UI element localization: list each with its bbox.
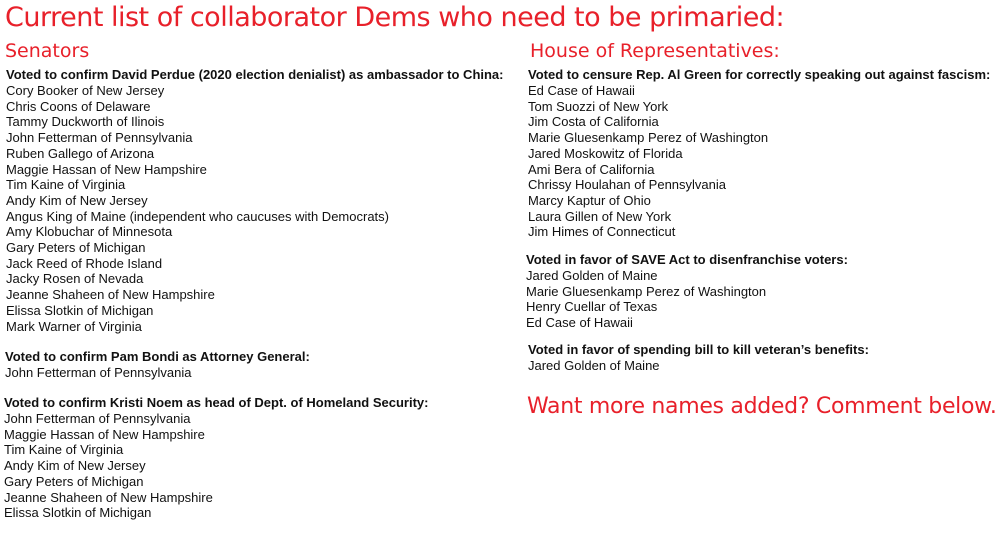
list-item: Chris Coons of Delaware [6, 98, 151, 114]
list-item: Mark Warner of Virginia [6, 318, 142, 334]
name-list [528, 83, 990, 240]
list-item: Marie Gluesenkamp Perez of Washington [528, 130, 769, 146]
list-item: Gary Peters of Michigan [4, 473, 144, 489]
list-item: Jim Himes of Connecticut [528, 224, 676, 240]
senate-section-bondi [5, 349, 310, 381]
section-heading: Voted to confirm David Perdue (2020 election denialist) as ambassador to China: [6, 67, 504, 82]
list-item: Jared Golden of Maine [526, 268, 658, 283]
list-item: Tom Suozzi of New York [528, 98, 669, 114]
list-item: Jared Golden of Maine [528, 358, 660, 373]
list-item: Angus King of Maine (independent who caucuses with Democrats) [6, 208, 389, 224]
section-heading: Voted to confirm Kristi Noem as head of Dept. of Homeland Security: [4, 395, 429, 410]
name-list [4, 411, 428, 521]
senate-section-noem [4, 395, 428, 521]
house-section-save-act [526, 252, 848, 331]
senate-section-perdue [6, 67, 504, 334]
list-item: Jim Costa of California [528, 114, 659, 130]
name-list [5, 365, 310, 381]
section-heading: Voted in favor of SAVE Act to disenfranchise voters: [526, 252, 848, 267]
name-list [526, 268, 848, 331]
list-item: John Fetterman of Pennsylvania [5, 365, 192, 380]
list-item: Andy Kim of New Jersey [4, 458, 146, 474]
list-item: John Fetterman of Pennsylvania [6, 130, 193, 146]
list-item: Jacky Rosen of Nevada [6, 271, 144, 287]
name-list [6, 83, 504, 334]
list-item: Elissa Slotkin of Michigan [6, 302, 154, 318]
list-item: Maggie Hassan of New Hampshire [6, 161, 207, 177]
call-to-action: Want more names added? Comment below. [527, 394, 997, 419]
list-item: John Fetterman of Pennsylvania [4, 411, 191, 426]
list-item: Laura Gillen of New York [528, 208, 672, 224]
section-heading: Voted to censure Rep. Al Green for correctly speaking out against fascism: [528, 67, 991, 82]
list-item: Maggie Hassan of New Hampshire [4, 426, 205, 442]
list-item: Jeanne Shaheen of New Hampshire [6, 287, 215, 303]
house-heading: House of Representatives: [530, 40, 780, 62]
section-heading: Voted in favor of spending bill to kill veteran’s benefits: [528, 342, 869, 357]
name-list [528, 358, 869, 374]
list-item: Ruben Gallego of Arizona [6, 145, 155, 161]
list-item: Marie Gluesenkamp Perez of Washington [526, 283, 767, 299]
list-item: Tammy Duckworth of Ilinois [6, 114, 165, 130]
list-item: Ami Bera of California [528, 161, 655, 177]
list-item: Cory Booker of New Jersey [6, 83, 165, 98]
list-item: Ed Case of Hawaii [528, 83, 635, 98]
list-item: Amy Klobuchar of Minnesota [6, 224, 173, 240]
list-item: Gary Peters of Michigan [6, 240, 146, 256]
list-item: Ed Case of Hawaii [526, 315, 633, 331]
list-item: Marcy Kaptur of Ohio [528, 192, 651, 208]
list-item: Jared Moskowitz of Florida [528, 145, 683, 161]
list-item: Tim Kaine of Virginia [6, 177, 126, 193]
house-section-censure [528, 67, 990, 240]
list-item: Andy Kim of New Jersey [6, 192, 148, 208]
page-title: Current list of collaborator Dems who need to be primaried: [5, 2, 785, 33]
list-item: Jeanne Shaheen of New Hampshire [4, 489, 213, 505]
house-section-spending-bill [528, 342, 869, 374]
list-item: Henry Cuellar of Texas [526, 299, 658, 315]
list-item: Elissa Slotkin of Michigan [4, 505, 152, 521]
section-heading: Voted to confirm Pam Bondi as Attorney General: [5, 349, 310, 364]
list-item: Jack Reed of Rhode Island [6, 255, 163, 271]
list-item: Tim Kaine of Virginia [4, 442, 124, 458]
senators-heading: Senators [5, 40, 90, 62]
list-item: Chrissy Houlahan of Pennsylvania [528, 177, 726, 193]
